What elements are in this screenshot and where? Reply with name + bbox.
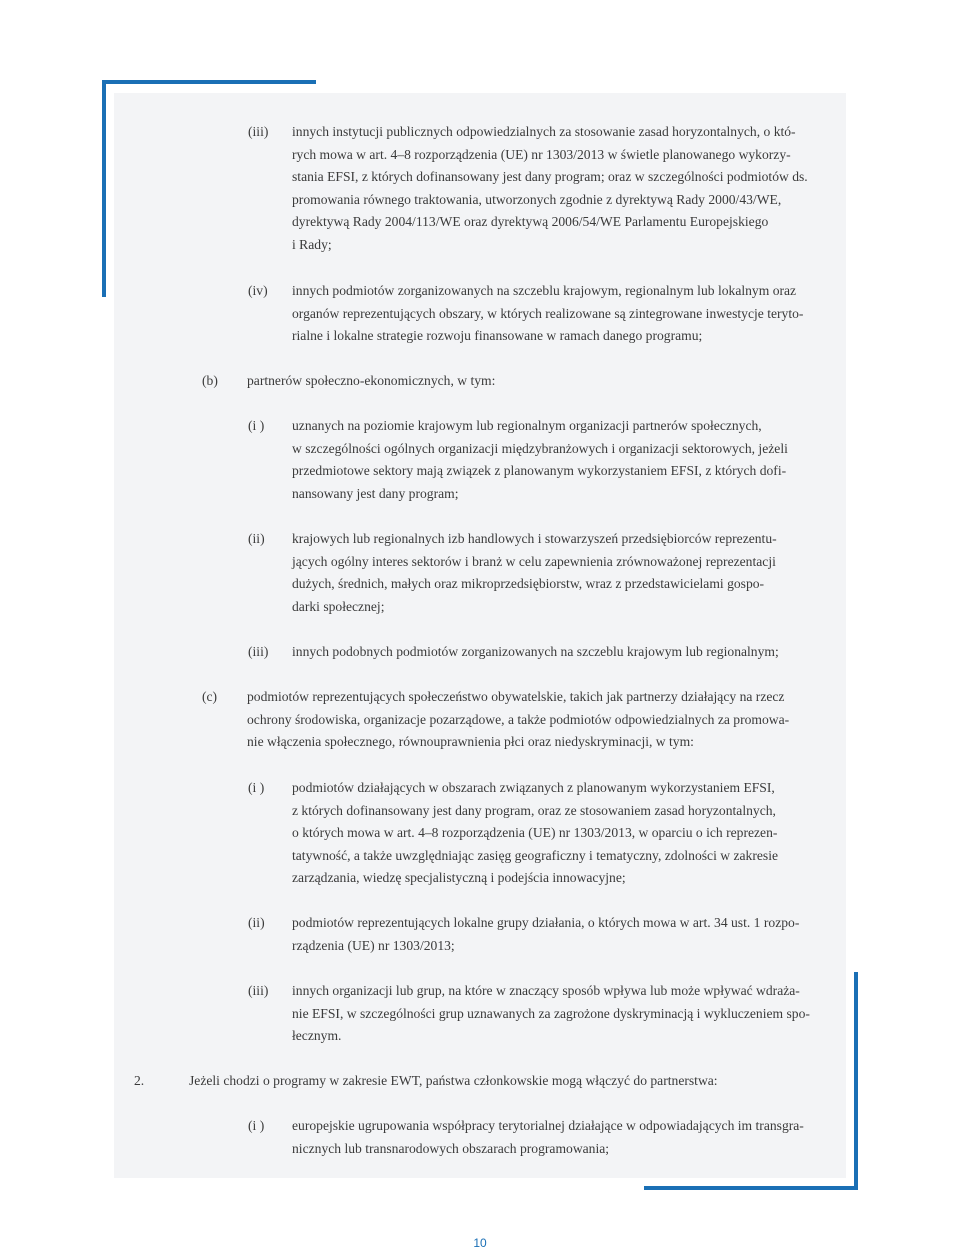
item-text-line: innych podobnych podmiotów zorganizowanych na szczeblu krajowym lub regionalnym; bbox=[292, 644, 779, 659]
item-label: (ii) bbox=[248, 531, 265, 546]
item-label: (iii) bbox=[248, 644, 269, 659]
item-text-line: ochrony środowiska, organizacje pozarządowe, a także podmiotów odpowiedzialnych za promowa- bbox=[247, 711, 790, 727]
item-label: (i ) bbox=[248, 780, 265, 795]
item-text-line: darki społecznej; bbox=[292, 598, 385, 614]
item-text-line: z których dofinansowany jest dany program, oraz ze stosowaniem zasad horyzontalnych, bbox=[292, 802, 776, 818]
item-text-line: nie EFSI, w szczególności grup uznawanych za zagrożone dyskryminacją i wykluczeniem spo- bbox=[292, 1005, 810, 1021]
item-text-line: promowania równego traktowania, utworzonych zgodnie z dyrektywą Rady 2000/43/WE, bbox=[292, 191, 782, 207]
item-text-line: nicznych lub transnarodowych obszarach programowania; bbox=[292, 1140, 610, 1156]
item-text-line: europejskie ugrupowania współpracy terytorialnej działające w odpowiadających im transgra- bbox=[292, 1118, 804, 1133]
corner-bracket-bottom-right bbox=[644, 1186, 858, 1190]
item-text-line: o których mowa w art. 4–8 rozporządzenia (UE) nr 1303/2013, w oparciu o ich reprezen- bbox=[292, 825, 778, 841]
item-text-line: w szczególności ogólnych organizacji międzybranżowych i organizacji sektorowych, jeżeli bbox=[292, 440, 788, 456]
item-label: (ii) bbox=[248, 915, 265, 930]
item-text-line: i Rady; bbox=[292, 237, 332, 252]
item-text-line: organów reprezentujących obszary, w których realizowane są zintegrowane inwestycje teryto- bbox=[292, 305, 804, 321]
corner-bracket-top-left bbox=[102, 80, 316, 84]
item-label: (iii) bbox=[248, 983, 269, 998]
item-text-line: uznanych na poziomie krajowym lub regionalnym organizacji partnerów społecznych, bbox=[292, 418, 762, 433]
item-text-line: rialne i lokalne strategie rozwoju finansowane w ramach danego programu; bbox=[292, 328, 703, 344]
item-label: (i ) bbox=[248, 418, 265, 433]
item-label: (i ) bbox=[248, 1118, 265, 1133]
item-text-line: nie włączenia społecznego, równouprawnienia płci oraz niedyskryminacji, w tym: bbox=[247, 734, 694, 750]
item-text-line: Jeżeli chodzi o programy w zakresie EWT, państwa członkowskie mogą włączyć do partnerstwa: bbox=[189, 1073, 718, 1088]
item-text-line: podmiotów działających w obszarach związanych z planowanym wykorzystaniem EFSI, bbox=[292, 780, 775, 795]
item-text-line: krajowych lub regionalnych izb handlowych i stowarzyszeń przedsiębiorców reprezentu- bbox=[292, 531, 777, 546]
corner-bracket-top-left-vertical bbox=[102, 80, 106, 297]
item-label: (iv) bbox=[248, 283, 268, 298]
item-text-line: dużych, średnich, małych oraz mikroprzedsiębiorstw, wraz z przedstawicielami gospo- bbox=[292, 576, 765, 592]
item-text-line: jących ogólny interes sektorów i branż w celu zapewnienia zrównoważonej reprezentacji bbox=[292, 553, 776, 569]
item-text-line: podmiotów reprezentujących społeczeństwo obywatelskie, takich jak partnerzy działający na rzecz bbox=[247, 689, 785, 704]
item-label: (b) bbox=[202, 373, 218, 388]
item-text-line: podmiotów reprezentujących lokalne grupy działania, o których mowa w art. 34 ust. 1 rozpo- bbox=[292, 915, 800, 930]
item-text-line: innych organizacji lub grup, na które w znaczący sposób wpływa lub może wpływać wdraża- bbox=[292, 983, 800, 998]
item-text-line: przedmiotowe sektory mają związek z planowanym wykorzystaniem EFSI, z których dofi- bbox=[292, 463, 787, 479]
item-text-line: stania EFSI, z których dofinansowany jest dany program; oraz w szczególności podmiotów ds. bbox=[292, 169, 808, 185]
item-text-line: łecznym. bbox=[292, 1028, 342, 1044]
item-text-line: partnerów społeczno-ekonomicznych, w tym: bbox=[247, 373, 496, 388]
item-text-line: nansowany jest dany program; bbox=[292, 485, 459, 501]
corner-bracket-bottom-right-vertical bbox=[854, 972, 858, 1190]
item-label: 2. bbox=[134, 1073, 145, 1088]
item-text-line: rych mowa w art. 4–8 rozporządzenia (UE) nr 1303/2013 w świetle planowanego wykorzy- bbox=[292, 146, 791, 162]
item-text-line: innych podmiotów zorganizowanych na szczeblu krajowym, regionalnym lub lokalnym oraz bbox=[292, 283, 797, 298]
page-number: 10 bbox=[473, 1236, 487, 1250]
item-text-line: innych instytucji publicznych odpowiedzialnych za stosowanie zasad horyzontalnych, o któ- bbox=[292, 124, 796, 139]
item-text-line: zarządzania, wiedzę specjalistyczną i podejścia innowacyjne; bbox=[292, 870, 626, 886]
item-text-line: rządzenia (UE) nr 1303/2013; bbox=[292, 937, 455, 953]
item-label: (iii) bbox=[248, 124, 269, 139]
item-text-line: dyrektywą Rady 2004/113/WE oraz dyrektywą 2006/54/WE Parlamentu Europejskiego bbox=[292, 214, 769, 230]
item-label: (c) bbox=[202, 689, 218, 704]
item-text-line: tatywność, a także uwzględniając zasięg geograficzny i tematyczny, zdolności w zakresie bbox=[292, 847, 779, 863]
